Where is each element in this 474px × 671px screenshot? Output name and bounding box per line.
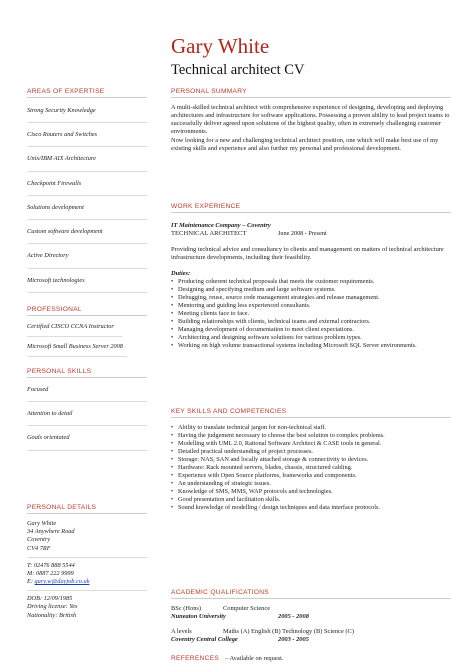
job-intro: Providing technical advice and consultancy to clients and management on matters of technical architecture infrastructure developments, including their feasibility. <box>171 246 444 262</box>
skill-item: • An understanding of strategic issues. <box>171 480 451 488</box>
details-section <box>27 504 147 620</box>
qualification-years: 2003 - 2005 <box>278 635 309 643</box>
mobile: M: 0887 222 9999 <box>27 569 74 577</box>
qualification-row <box>171 636 451 644</box>
skills-item: Goals orientated <box>27 426 147 450</box>
summary-paragraph: A multi-skilled technical architect with comprehensive experience of designing, developing and deploying architectures and infrastructure for software applications. Possessing a proven ability to lead project teams to successfully deliver agreed upon solutions of the highest quality, often in extremely challenging customer environments. <box>171 104 450 135</box>
personal-info-block <box>27 591 147 620</box>
experience-section <box>171 222 451 350</box>
duties-label: Duties: <box>171 270 191 278</box>
skill-item: • Having the judgement necessary to choose the best solution to complex problems. <box>171 432 451 440</box>
phone: T: 02476 888 5544 <box>27 561 75 569</box>
professional-heading: PROFESSIONAL <box>27 306 147 316</box>
references-text: – Available on request. <box>225 655 284 662</box>
duty-item: • Producing coherent technical proposals that meets the customer requirements. <box>171 278 451 286</box>
nationality: Nationality: British <box>27 611 77 619</box>
skills-item: Attention to detail <box>27 402 147 426</box>
email-link[interactable]: gary.w@dayjob.co.uk <box>34 578 90 586</box>
expertise-item: Checkpoint Firewalls <box>27 172 147 196</box>
qualification-level: A levels <box>171 627 192 635</box>
qualification-subject: Computer Science <box>223 605 271 612</box>
address-line: CV4 7RF <box>27 544 51 552</box>
expertise-item: Strong Security Knowledge <box>27 98 147 123</box>
expertise-item: Solutions development <box>27 196 147 220</box>
cv-title: Technical architect CV <box>171 62 305 78</box>
expertise-item: Microsoft technologies <box>27 269 147 293</box>
expertise-item: Unix/IBM AIX Architecture <box>27 147 147 171</box>
address-block <box>27 514 147 557</box>
professional-item: Certified CISCO CCNA Instructor <box>27 316 122 337</box>
duty-item: • Building relationships with clients, technical teams and external contractors. <box>171 318 451 326</box>
skills-item: Focused <box>27 378 147 402</box>
skill-item: • Experience with Open Source platforms, frameworks and components. <box>171 472 451 480</box>
driving-license: Driving license: Yes <box>27 603 78 611</box>
skills-main-heading: KEY SKILLS AND COMPETENCIES <box>171 408 451 418</box>
professional-item: Microsoft Small Business Server 2008 <box>27 337 127 357</box>
references-heading: REFERENCES <box>171 655 220 662</box>
job-role: TECHNICAL ARCHITECT <box>171 230 247 237</box>
duty-item: • Mentoring and guiding less experienced consultants. <box>171 302 451 310</box>
expertise-item: Custom software development <box>27 220 147 244</box>
duty-item: • Managing development of documentation to meet client expectations. <box>171 326 451 334</box>
summary-paragraph: Now looking for a new and challenging technical architect position, one which will make best use of my existing skills and experience and also further my personal and professional development. <box>171 137 439 152</box>
contact-block <box>27 558 147 591</box>
skill-item: • Modelling with UML 2.0, Rational Software Architect & CASE tools in general. <box>171 440 451 448</box>
cv-name: Gary White <box>171 34 270 58</box>
qualification-row <box>171 613 451 621</box>
qualification-level: BSc (Hons) <box>171 605 201 612</box>
references-row <box>171 655 451 663</box>
academic-heading: ACADEMIC QUALIFICATIONS <box>171 589 451 599</box>
skill-item: • Ability to translate technical jargon for non-technical staff. <box>171 424 451 432</box>
skill-item: • Hardware: Rack mounted servers, blades, chassis, structured cabling. <box>171 464 451 472</box>
summary-section <box>171 104 451 153</box>
academic-section <box>171 605 451 644</box>
duty-item: • Architecting and designing software solutions for various problem types. <box>171 334 451 342</box>
experience-heading: WORK EXPERIENCE <box>171 203 451 213</box>
job-line <box>171 230 451 238</box>
employer: IT Maintenance Company – Coventry <box>171 222 271 229</box>
details-heading: PERSONAL DETAILS <box>27 504 147 514</box>
expertise-section <box>27 88 147 293</box>
qualification-row <box>171 605 451 613</box>
skill-item: • Storage: NAS, SAN and locally attached storage & connectivity to devices. <box>171 456 451 464</box>
duty-item: • Working on high volume transactional systems including Microsoft SQL Server environments. <box>171 342 451 350</box>
qualification-school: Nuneaton University <box>171 613 226 621</box>
summary-heading: PERSONAL SUMMARY <box>171 88 451 98</box>
qualification-row <box>171 628 451 636</box>
skill-item: • Good presentation and facilitation skills. <box>171 496 451 504</box>
qualification-school: Coventry Central College <box>171 635 238 643</box>
job-dates: June 2008 - Present <box>278 230 327 237</box>
address-line: 34 Anywhere Road <box>27 528 75 536</box>
key-skills-section <box>171 424 451 512</box>
qualification-subject: Maths (A) English (B) Technology (B) Science (C) <box>223 627 354 635</box>
skill-item: • Sound knowledge of modelling / design techniques and data interface protocols. <box>171 504 451 512</box>
qualification-years: 2005 - 2008 <box>278 613 309 621</box>
email-row <box>27 578 147 586</box>
expertise-heading: AREAS OF EXPERTISE <box>27 88 147 98</box>
address-line: Coventry <box>27 536 51 544</box>
duty-item: • Designing and specifying medium and large software systems. <box>171 286 451 294</box>
expertise-item: Cisco Routers and Switches <box>27 123 147 147</box>
expertise-item: Active Directory <box>27 244 147 268</box>
duty-item: • Meeting clients face to face. <box>171 310 451 318</box>
dob: DOB: 12/09/1985 <box>27 595 73 603</box>
skills-heading: PERSONAL SKILLS <box>27 368 147 378</box>
professional-section <box>27 306 147 357</box>
skill-item: • Detailed practical understanding of project processes. <box>171 448 451 456</box>
skill-item: • Knowledge of SMS, MMS, WAP protocols and technologies. <box>171 488 451 496</box>
email-prefix: E: <box>27 578 35 586</box>
skills-section <box>27 368 147 451</box>
address-line: Gary White <box>27 520 57 527</box>
duty-item: • Debugging, reuse, source code management strategies and release management. <box>171 294 451 302</box>
